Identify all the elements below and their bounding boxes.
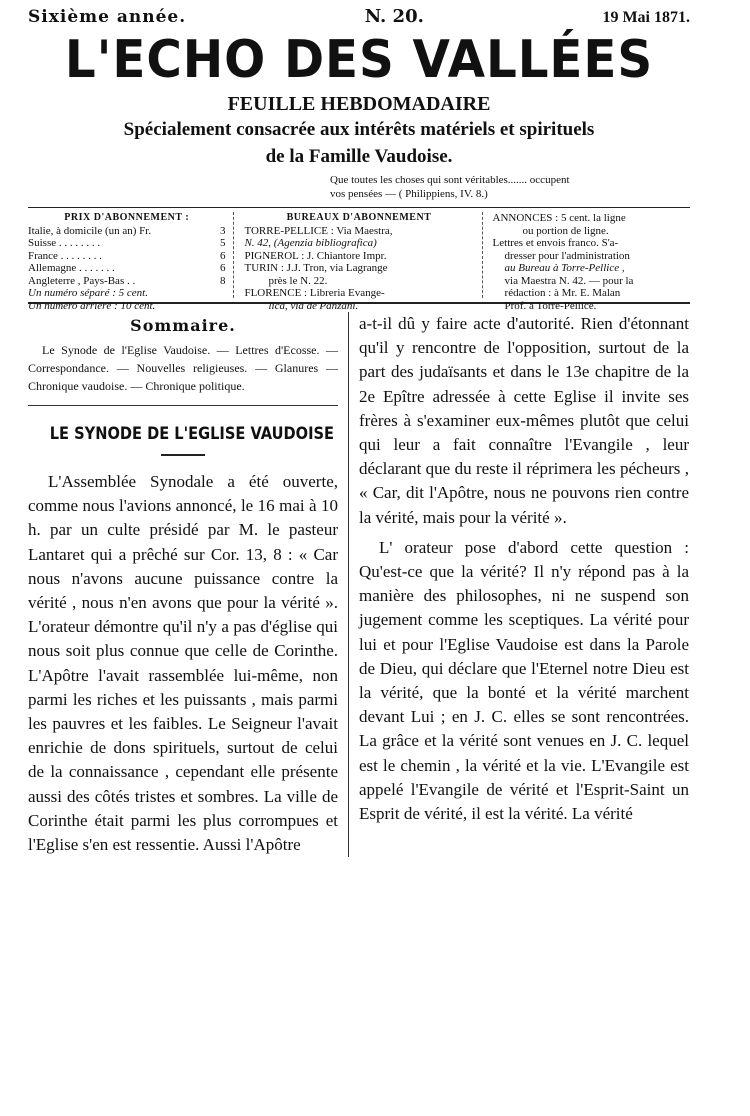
rate-label: Angleterre , Pays-Bas . . — [28, 274, 136, 287]
rate-row — [28, 237, 225, 250]
rate-label: Suisse . . . . . . . . — [28, 237, 101, 249]
epigraph-line-1: Que toutes les choses qui sont véritables....... occupent — [330, 174, 570, 186]
left-column — [28, 312, 348, 857]
article-paragraph-right-1: a-t-il dû y faire acte d'autorité. Rien d'étonnant qu'il y rencontre de l'opposition, surtout de la part des judaïsants et dans le 13e chapitre de la 2e Epître adressée à cette Eglise il invite ses frères à s'examiner eux-mêmes plutôt que celui qui leur a fait connaître l'Evangile , leur déclarant que du reste il réprimera les pécheurs , « Car, dit l'Apôtre, nous ne pouvons rien contre la vérité, mais pour la vérité ». — [359, 314, 689, 527]
ads-line: Prof. à Torre-Pellice. — [504, 299, 597, 312]
rate-label: Allemagne . . . . . . . — [28, 262, 115, 274]
subscription-title: PRIX D'ABONNEMENT : — [64, 212, 190, 223]
office-line: TURIN : J.J. Tron, via Lagrange — [244, 262, 388, 274]
rate-row — [28, 250, 225, 263]
subtitle-family: de la Famille Vaudoise. — [265, 146, 453, 167]
rate-label: France . . . . . . . . — [28, 249, 102, 262]
article-paragraph-right-2: L' orateur pose d'abord cette question : Qu'est-ce que la vérité? Il n'y répond pas à la manière des philosophes, ni ne suspend son jugement comme les sceptiques. La vérité pour lui et pour l'Eglise Vaudoise est dans la Parole de Dieu, qui déclare que l'Eternel notre Dieu est la vérité, que la bonté et la vérité marchent devant Lui ; en J. C. elles se sont rencontrées. La grâce et la vérité sont venues en J. C. lequel est le chemin , la vérité et la vie. L'Evangile est appelé l'Evangile de vérité et l'Esprit-Saint un Esprit de vérité, il est la vérité. La vérité — [359, 537, 689, 824]
ads-line: rédaction : à Mr. E. Malan — [504, 287, 621, 299]
rate-price: 6 — [219, 262, 226, 274]
office-line: FLORENCE : Libreria Evange- — [244, 287, 385, 299]
issue-line — [28, 6, 690, 30]
article-paragraph-left: L'Assemblée Synodale a été ouverte, comme nous l'avions annoncé, le 16 mai à 10 h. par un culte présidé par M. le pasteur Lantaret qui a prêché sur Cor. 13, 8 : « Car nous n'avons aucune puissance contre la vérité , nous n'en avons que pour la vérité ». L'orateur démontre qu'il n'y a pas d'église qui nous soit plus connue que celle de Corinthe. L'Apôtre l'avait rassemblée lui-même, non parmi les riches et les puissants , mais parmi les pauvres et les faibles. Le Seigneur l'avait enrichie de dons spirituels, surtout de celui de la connaissance , cependant elle présente aussi des côtés tristes et sombres. La ville de Corinthe était parmi les plus corrompues et l'Eglise s'en est ressentie. Aussi l'Apôtre — [28, 472, 338, 855]
office-line: PIGNEROL : J. Chiantore Impr. — [244, 249, 387, 262]
office-line: TORRE-PELLICE : Via Maestra, — [244, 224, 393, 237]
article-title: LE SYNODE DE L'EGLISE VAUDOISE — [49, 424, 335, 444]
issue-date: 19 Mai 1871. — [602, 9, 690, 26]
epigraph-line-2: vos pensées — ( Philippiens, IV. 8.) — [330, 188, 488, 200]
rate-price: 3 — [219, 224, 226, 237]
office-line: près le N. 22. — [268, 274, 328, 287]
subtitle-weekly: FEUILLE HEBDOMADAIRE — [227, 93, 491, 115]
article-columns — [28, 312, 690, 857]
ads-line: Lettres et envois franco. S'a- — [492, 237, 619, 249]
info-box — [28, 212, 690, 312]
subtitle-dedication: Spécialement consacrée aux intérêts matériels et spirituels — [123, 119, 595, 140]
issue-number: N. 20. — [364, 6, 424, 27]
epigraph — [330, 173, 690, 201]
rate-price: 6 — [219, 249, 226, 262]
masthead-title: L'ECHO DES VALLÉES — [64, 30, 654, 90]
subscription-prices — [28, 212, 233, 312]
newspaper-page — [28, 6, 690, 857]
ads-line: ANNONCES : 5 cent. la ligne — [492, 212, 626, 224]
rate-label: Italie, à domicile (un an) Fr. — [28, 224, 152, 237]
rate-row — [28, 275, 225, 288]
rate-row — [28, 225, 225, 238]
ads-line: au Bureau à Torre-Pellice , — [504, 262, 625, 274]
subscription-offices — [233, 212, 481, 312]
sommaire-title: Sommaire. — [130, 316, 236, 335]
offices-title: BUREAUX D'ABONNEMENT — [286, 212, 432, 223]
back-issue-price: Un numéro arriéré : 10 cent. — [28, 299, 156, 312]
advertising-info — [482, 212, 690, 312]
rate-row — [28, 262, 225, 275]
rate-price: 8 — [219, 274, 226, 287]
header-rule — [28, 207, 690, 208]
issue-year: Sixième année. — [28, 7, 187, 27]
right-column — [348, 312, 689, 857]
ads-line: via Maestra N. 42. — pour la — [504, 274, 634, 287]
office-line: lica, via de'Panzani. — [268, 299, 359, 312]
sommaire-rule — [28, 405, 338, 406]
ads-line: ou portion de ligne. — [522, 224, 609, 237]
sommaire-text: Le Synode de l'Eglise Vaudoise. — Lettres d'Ecosse. — Correspondance. — Nouvelles religieuses. — Glanures — Chronique vaudoise. — Chronique politique. — [28, 343, 338, 393]
single-issue-price: Un numéro séparé : 5 cent. — [28, 287, 148, 299]
title-rule — [161, 454, 205, 456]
office-line: N. 42, (Agenzia bibliografica) — [244, 237, 377, 249]
rate-price: 5 — [219, 237, 226, 249]
ads-line: dresser pour l'administration — [504, 249, 630, 262]
